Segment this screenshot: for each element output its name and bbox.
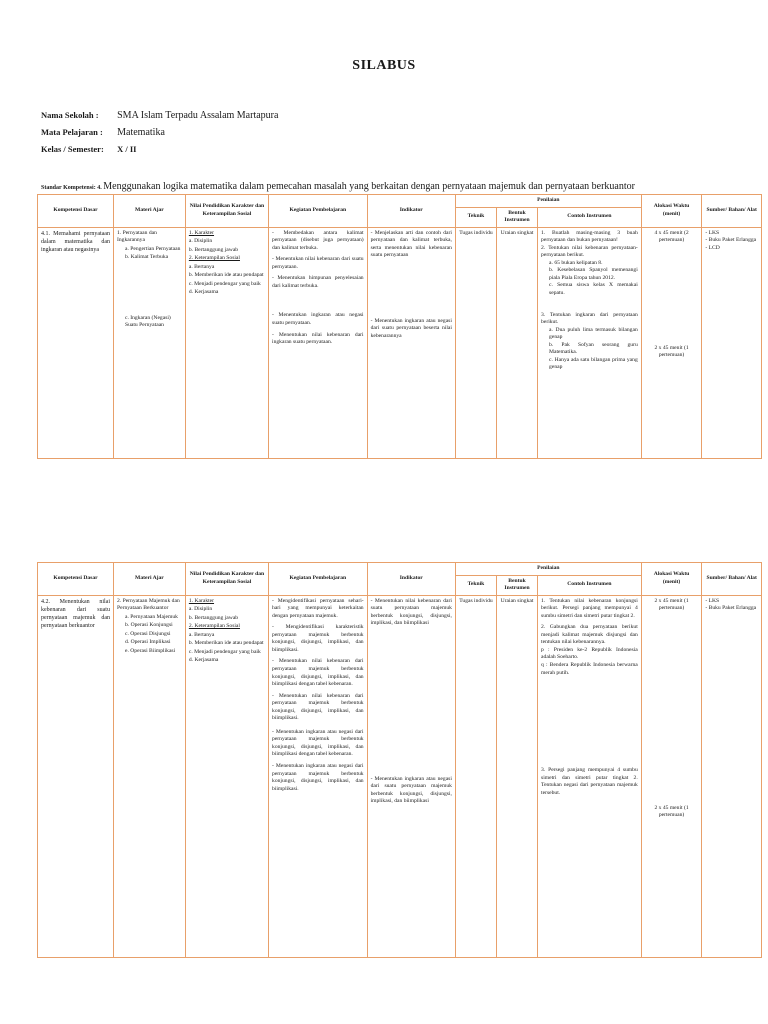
nilai-item: a. Disiplin (188, 238, 213, 245)
nilai-item: c. Menjadi pendengar yang baik (188, 648, 261, 655)
alokasi-item: 4 x 45 menit (2 pertemuan) (654, 229, 689, 244)
standard-competency-text: Menggunakan logika matematika dalam pemecahan masalah yang berkaitan dengan pernyataan majemuk dan pernyataan berkuantor (103, 181, 635, 192)
kegiatan-item: - Menentukan nilai kebenaran dari pernyataan majemuk berbentuk konjungsi, disjungsi, implikasi, dan biimplikasi. (272, 692, 364, 722)
contoh-item: 1. Buatlah masing-masing 3 buah pernyataan dan bukan pernyataan! (541, 229, 638, 244)
sumber-cell (702, 227, 762, 458)
sumber-cell (702, 595, 762, 957)
nilai-item: b. Memberikan ide atau pendapat (188, 272, 264, 279)
indikator-item: - Menentukan ingkaran atau negasi dari suatu pernyataan beserta nilai kebenarannya (370, 317, 452, 339)
kegiatan-item: - Menentukan nilai kebenaran dari ingkaran suatu pernyataan. (272, 331, 364, 346)
nilai-item: 2. Keterampilan Sosial (188, 623, 240, 630)
nilai-item: a. Bertanya (188, 631, 215, 638)
sumber-item: - LKS (705, 229, 720, 236)
nilai-item: d. Kerjasama (188, 289, 219, 296)
nilai-item: b. Bertanggung jawab (188, 246, 239, 253)
materi-cell (113, 595, 185, 957)
materi-item: b. Operasi Konjungsi (124, 622, 173, 629)
alokasi-item: 2 x 45 menit (1 pertemuan) (654, 597, 689, 612)
header-sumber: Sumber/ Bahan/ Alat (702, 195, 762, 228)
nilai-cell (185, 227, 268, 458)
header-materi: Materi Ajar (113, 195, 185, 228)
contoh-item: 2. Tentukan nilai kebenaran pernyataan-pernyataan berikut. (541, 244, 638, 259)
alokasi-item: 2 x 45 menit (1 pertemuan) (654, 344, 689, 359)
nilai-item: c. Menjadi pendengar yang baik (188, 280, 261, 287)
kegiatan-item: - Mengidentifikasi karakteristik pernyataan majemuk berbentuk konjungsi, disjungsi, implikasi, dan biimplikasi. (272, 624, 364, 653)
contoh-item: p : Presiden ke-2 Republik Indonesia adalah Soeharto. (541, 646, 638, 661)
materi-item: b. Kalimat Terbuka (124, 254, 169, 261)
sumber-item: - Buku Paket Erlangga (705, 237, 757, 244)
alokasi-cell (641, 227, 702, 458)
contoh-item: a. 65 bukan kelipatan 8. (549, 259, 603, 266)
school-row (41, 110, 278, 121)
materi-item: c. Operasi Disjungsi (124, 630, 171, 637)
school-value: SMA Islam Terpadu Assalam Martapura (117, 110, 279, 121)
indikator-cell (367, 595, 455, 957)
contoh-item: 3. Tentukan ingkaran dari pernyataan berikut. (541, 311, 638, 326)
materi-item: c. Ingkaran (Negasi) Suatu Pernyataan (124, 314, 171, 329)
contoh-cell (538, 595, 642, 957)
subject-label: Mata Pelajaran : (41, 127, 103, 137)
header-penilaian: Penilaian (455, 195, 641, 208)
kegiatan-item: - Mengidentifikasi pernyataan sehari-hari yang mempunyai keterkaitan dengan pernyataan majemuk. (272, 597, 364, 619)
class-label: Kelas / Semester: (41, 144, 104, 154)
kd-text: 4.2. Menentukan nilai kebenaran dari suatu pernyataan majemuk dan pernyataan berkuantor (41, 598, 110, 629)
class-value: X / II (117, 144, 137, 154)
contoh-cell (538, 227, 642, 458)
header-sumber: Sumber/ Bahan/ Alat (702, 563, 762, 596)
header-nilai: Nilai Pendidikan Karakter dan Keterampilan Sosial (185, 563, 268, 596)
header-indikator: Indikator (367, 563, 455, 596)
header-teknik: Teknik (455, 575, 496, 595)
contoh-item: b. Pak Sofyan seorang guru Matematika. (549, 341, 638, 356)
kegiatan-item: - Menentukan ingkaran atau negasi dari pernyataan majemuk berbentuk konjungsi, disjungsi, implikasi, dan biimplikasi dengan tabel kebenaran. (272, 728, 364, 758)
indikator-item: - Menentukan ingkaran atau negasi dari suatu pernyataan majemuk berbentuk konjungsi, disjungsi, implikasi, dan biimplikasi (370, 775, 452, 805)
school-label: Nama Sekolah : (41, 110, 99, 120)
header-materi: Materi Ajar (113, 563, 185, 596)
nilai-item: 2. Keterampilan Sosial (188, 255, 240, 262)
contoh-item: b. Kesebelasan Spanyol memenangi piala Piala Eropa tahun 2012. (549, 267, 638, 281)
kegiatan-cell (269, 595, 368, 957)
indikator-item: - Menentukan nilai kebenaran dari suatu pernyataan majemuk berbentuk konjungsi, disjungsi, implikasi, dan biimplikasi (370, 597, 452, 627)
kegiatan-cell (269, 227, 368, 458)
nilai-item: a. Disiplin (188, 606, 213, 613)
syllabus-table-2 (37, 562, 762, 958)
materi-cell (113, 227, 185, 458)
sumber-item: - LKS (705, 597, 720, 604)
nilai-item: b. Memberikan ide atau pendapat (188, 640, 264, 647)
nilai-item: 1. Karakter (188, 597, 215, 604)
nilai-item: d. Kerjasama (188, 657, 219, 664)
materi-item: e. Operasi Biimplikasi (124, 647, 176, 654)
header-teknik: Teknik (455, 207, 496, 227)
materi-item: d. Operasi Implikasi (124, 639, 171, 646)
bentuk-cell: Uraian singkat (496, 227, 537, 458)
materi-item: a. Pernyataan Majemuk (124, 613, 178, 620)
header-contoh: Contoh Instrumen (538, 207, 642, 227)
kd-text: 4.1. Memahami pernyataan dalam matematika dan ingkaran atau negasinya (41, 230, 110, 253)
sumber-item: - LCD (705, 244, 720, 251)
standard-competency (41, 181, 635, 192)
contoh-item: 1. Tentukan nilai kebenaran konjungsi berikut. Persegi panjang mempunyai 4 sumbu simetri dan simetri putar tingkat 2. (541, 597, 638, 619)
bentuk-cell: Uraian singkat (496, 595, 537, 957)
kegiatan-item: - Menentukan nilai kebenaran dari pernyataan majemuk berbentuk konjungsi, disjungsi, implikasi, dan biimplikasi dengan tabel kebenaran. (272, 658, 364, 688)
contoh-item: a. Dua puluh lima termasuk bilangan genap (549, 326, 638, 341)
sumber-item: - Buku Paket Erlangga (705, 605, 757, 612)
indikator-cell (367, 227, 455, 458)
header-kd: Kompetensi Dasar (38, 563, 114, 596)
header-kegiatan: Kegiatan Pembelajaran (269, 195, 368, 228)
nilai-item: a. Bertanya (188, 263, 215, 270)
kegiatan-item: - Menentukan nilai kebenaran dari suatu pernyataan. (272, 256, 364, 270)
header-alokasi: Alokasi Waktu (menit) (641, 195, 702, 228)
nilai-cell (185, 595, 268, 957)
header-alokasi: Alokasi Waktu (menit) (641, 563, 702, 596)
alokasi-item: 2 x 45 menit (1 pertemuan) (654, 804, 689, 819)
nilai-item: b. Bertanggung jawab (188, 614, 239, 621)
class-row (41, 144, 137, 154)
subject-row (41, 127, 165, 138)
page-title: SILABUS (352, 58, 416, 73)
kd-cell (38, 227, 114, 458)
header-kd: Kompetensi Dasar (38, 195, 114, 228)
kegiatan-item: - Menentukan ingkaran atau negasi dari pernyataan majemuk berbentuk konjungsi, disjungsi, implikasi, dan biimplikasi. (272, 763, 364, 792)
contoh-item: c. Hanya ada satu bilangan prima yang genap (549, 356, 638, 371)
kd-cell (38, 595, 114, 957)
alokasi-cell (641, 595, 702, 957)
header-bentuk: Bentuk Instrumen (496, 575, 537, 595)
nilai-item: 1. Karakter (188, 229, 215, 236)
syllabus-table-1 (37, 194, 762, 459)
teknik-cell: Tugas individu (455, 595, 496, 957)
teknik-cell: Tugas individu (455, 227, 496, 458)
header-kegiatan: Kegiatan Pembelajaran (269, 563, 368, 596)
contoh-item: 2. Gabungkan dua pernyataan berikut menjadi kalimat majemuk disjungsi dan tentukan nilai kebenarannya. (541, 624, 638, 646)
header-contoh: Contoh Instrumen (538, 575, 642, 595)
header-penilaian: Penilaian (455, 563, 641, 576)
kegiatan-item: - Membedakan antara kalimat pernyataan (disebut juga pernyataan) dan kalimat terbuka. (272, 229, 364, 251)
materi-item: 1. Pernyataan dan Ingkarannya (116, 229, 157, 244)
kegiatan-item: - Menentukan ingkaran atau negasi suatu pernyataan. (272, 312, 364, 327)
header-bentuk: Bentuk Instrumen (496, 207, 537, 227)
kegiatan-item: - Menentukan himpunan penyelesaian dari kalimat terbuka. (272, 275, 364, 289)
materi-item: a. Pengertian Pernyataan (124, 245, 181, 252)
materi-item: 2. Pernyataan Majemuk dan Pernyataan Berkuantor (116, 597, 180, 612)
contoh-item: 3. Persegi panjang mempunyai 4 sumbu simetri dan simetri putar tingkat 2. Tentukan negasi dari pernyataan majemuk tersebut. (541, 767, 638, 796)
header-nilai: Nilai Pendidikan Karakter dan Keterampilan Sosial (185, 195, 268, 228)
indikator-item: - Menjelaskan arti dan contoh dari pernyataan dan kalimat terbuka, serta menentukan nilai kebenaran suatu pernyataan (370, 229, 452, 259)
standard-competency-label: Standar Kompetensi: 4. (41, 185, 102, 191)
header-indikator: Indikator (367, 195, 455, 228)
contoh-item: q : Bendera Republik Indonesia berwarna merah putih. (541, 662, 638, 676)
subject-value: Matematika (117, 127, 165, 138)
contoh-item: c. Semua siswa kelas X memakai sepatu. (549, 282, 638, 297)
